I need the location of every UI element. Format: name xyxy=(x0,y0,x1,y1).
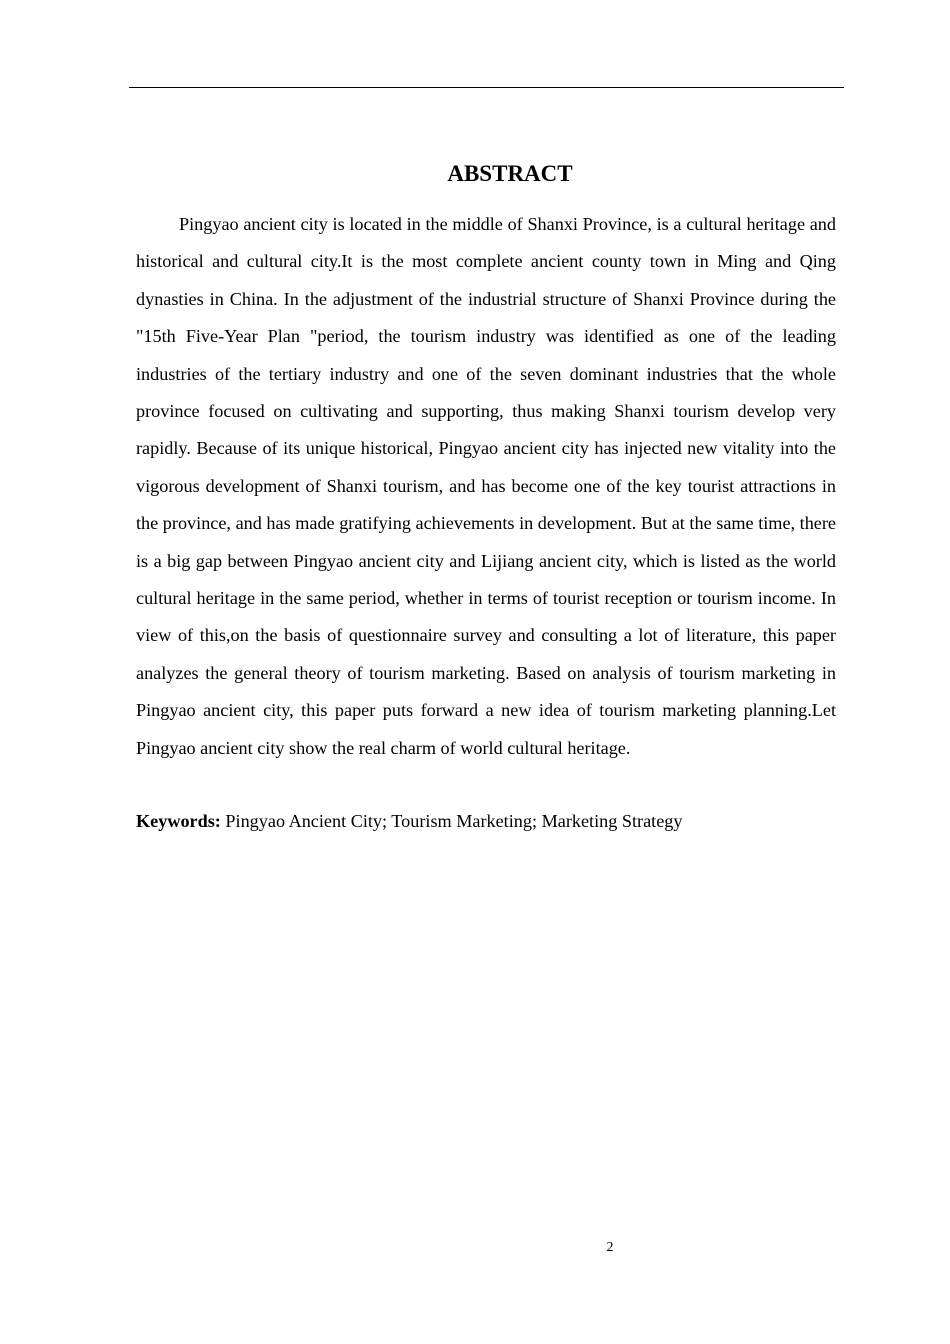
header-rule xyxy=(129,87,844,88)
abstract-paragraph: Pingyao ancient city is located in the middle of Shanxi Province, is a cultural heritage and historical and cultural city.It is the most complete ancient county town in Ming and Qing dynasties in China. In the adjustment of the industrial structure of Shanxi Province during the "15th Five-Year Plan "period, the tourism industry was identified as one of the leading industries of the tertiary industry and one of the seven dominant industries that the whole province focused on cultivating and supporting, thus making Shanxi tourism develop very rapidly. Because of its unique historical, Pingyao ancient city has injected new vitality into the vigorous development of Shanxi tourism, and has become one of the key tourist attractions in the province, and has made gratifying achievements in development. But at the same time, there is a big gap between Pingyao ancient city and Lijiang ancient city, which is listed as the world cultural heritage in the same period, whether in terms of tourist reception or tourism income. In view of this,on the basis of questionnaire survey and consulting a lot of literature, this paper analyzes the general theory of tourism marketing. Based on analysis of tourism marketing in Pingyao ancient city, this paper puts forward a new idea of tourism marketing planning.Let Pingyao ancient city show the real charm of world cultural heritage. xyxy=(136,214,836,758)
keywords-label: Keywords: xyxy=(136,811,221,831)
keywords-line xyxy=(136,806,836,836)
keywords-text: Pingyao Ancient City; Tourism Marketing; Marketing Strategy xyxy=(220,811,683,831)
abstract-title: ABSTRACT xyxy=(447,161,573,186)
page-number: 2 xyxy=(606,1240,614,1255)
